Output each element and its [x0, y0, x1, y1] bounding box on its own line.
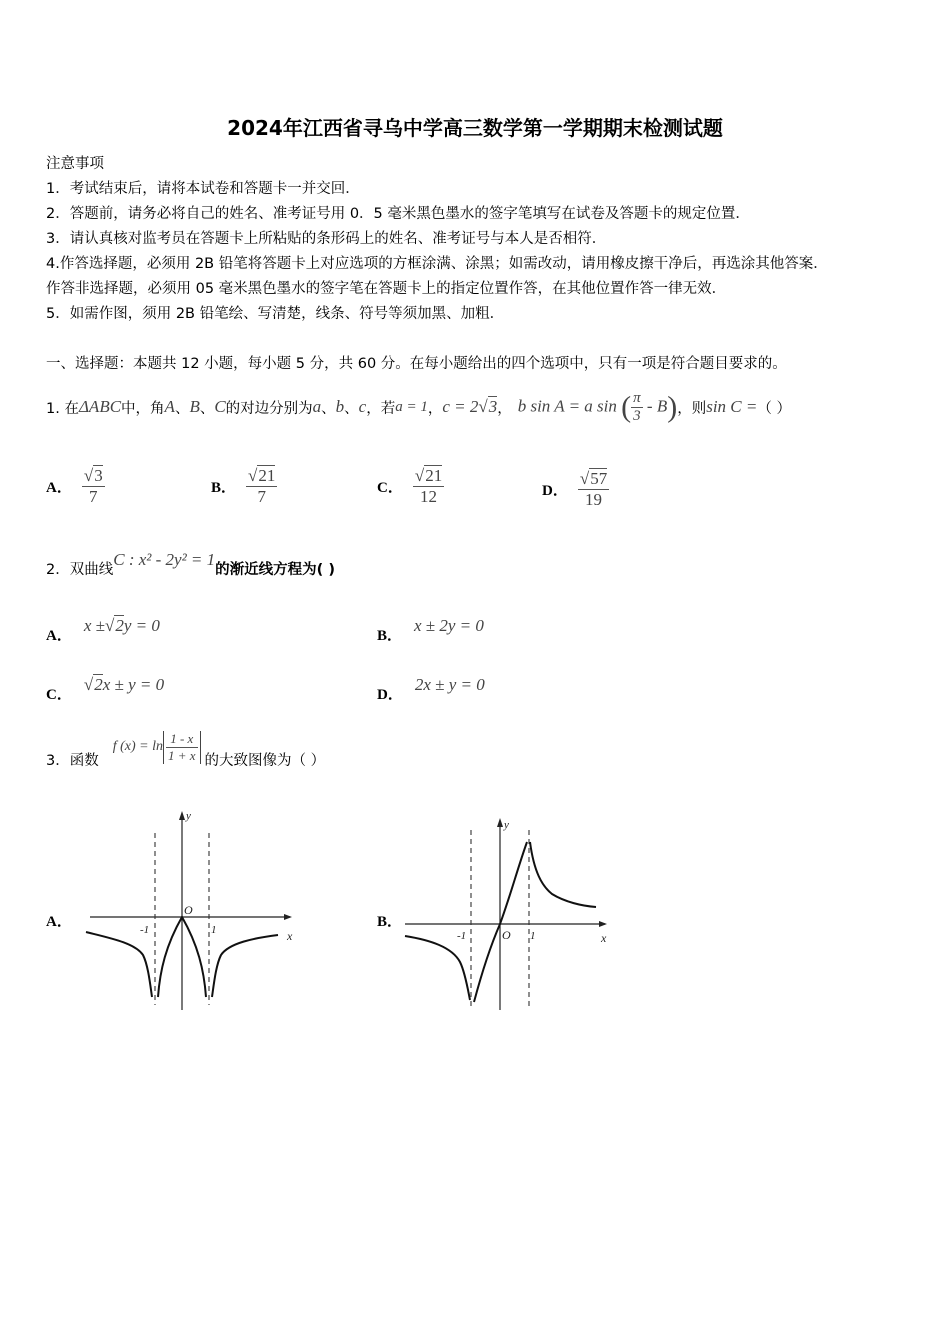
- q1-text: ，则: [677, 400, 707, 417]
- q2-text: 2．双曲线: [46, 561, 114, 578]
- option-label: C．: [46, 686, 72, 703]
- q3-graph-a[interactable]: [80, 805, 305, 1015]
- q1-text: 1. 在: [46, 400, 79, 417]
- q3-text: 的大致图像为（ ）: [204, 752, 326, 769]
- graph-a-pos1-label: 1: [211, 924, 217, 936]
- page-title: 2024年江西省寻乌中学高三数学第一学期期末检测试题: [227, 116, 723, 140]
- q2-curve: C : x² - 2y² = 1: [113, 550, 216, 569]
- notice-item: 5．如需作图，须用 2B 铅笔绘、写清楚，线条、符号等须加黑、加粗．: [46, 306, 505, 322]
- option-label: A．: [46, 627, 72, 644]
- q1-pi: π: [633, 389, 641, 406]
- q1-side-b: b: [335, 397, 345, 416]
- q3-numerator: 1 - x: [166, 731, 198, 748]
- q1-option-b[interactable]: B． $\frac{√21}{7}$: [211, 465, 276, 506]
- option-prefix: x ±: [83, 616, 105, 635]
- q1-side-c: c: [358, 397, 367, 416]
- q1-text: 中，角: [121, 400, 165, 417]
- q1-angle-b: B: [189, 397, 200, 416]
- q1-text: ，若: [366, 400, 396, 417]
- graph-a-y-label: y: [186, 810, 191, 822]
- q1-condition-c: c = 2√3: [442, 397, 498, 416]
- graph-b-neg1-label: -1: [457, 930, 467, 942]
- option-numerator: 21: [258, 465, 276, 485]
- q1-sep: 、: [199, 400, 215, 417]
- q2-option-d[interactable]: [377, 667, 485, 703]
- graph-a-neg1-label: -1: [140, 924, 150, 936]
- q1-comma: ，: [497, 400, 512, 417]
- graph-a-x-label: x: [287, 929, 293, 943]
- q2-option-c[interactable]: C． √2x ± y = 0: [46, 675, 165, 703]
- option-text: 2x ± y = 0: [414, 675, 485, 694]
- option-radicand: 2: [94, 675, 103, 694]
- notice-item: 2．答题前，请务必将自己的姓名、准考证号用 0．5 毫米黑色墨水的签字笔填写在试卷及答题卡的规定位置．: [46, 206, 750, 222]
- option-label: B．: [211, 479, 237, 496]
- q1-condition-a: a = 1: [395, 398, 428, 415]
- q1-minus-b: - B: [642, 395, 668, 415]
- q1-condition-c-lhs: c = 2: [442, 397, 479, 416]
- option-label: C．: [377, 479, 403, 496]
- q1-equation: b sin A = a sin ( $\frac{\pi}{3}$ - B): [517, 389, 678, 424]
- option-suffix: y = 0: [123, 616, 160, 635]
- question-1: [46, 383, 791, 431]
- option-denominator: 7: [257, 486, 266, 506]
- q1-sep: 、: [321, 400, 336, 417]
- option-denominator: 19: [585, 489, 603, 509]
- q1-sep: 、: [344, 400, 359, 417]
- graph-b-origin-label: O: [502, 928, 511, 942]
- q1-side-a: a: [312, 397, 322, 416]
- option-denominator: 12: [420, 486, 438, 506]
- graph-b-x-label: x: [601, 931, 607, 945]
- q1-sep: 、: [174, 400, 190, 417]
- q2-option-a[interactable]: A． x ±√2y = 0: [46, 616, 160, 644]
- option-suffix: x ± y = 0: [102, 675, 165, 694]
- q1-ask: sin C =: [706, 397, 758, 416]
- notice-item: 1．考试结束后，请将本试卷和答题卡一并交回．: [46, 181, 360, 197]
- q2-option-b[interactable]: [377, 608, 484, 644]
- q3-option-a-label[interactable]: A．: [46, 914, 72, 930]
- notice-item: 作答非选择题，必须用 05 毫米黑色墨水的签字笔在答题卡上的指定位置作答，在其他位置作答一律无效．: [46, 281, 727, 297]
- option-numerator: 57: [590, 468, 608, 488]
- option-label: B．: [377, 627, 403, 644]
- q1-option-a[interactable]: A． $\frac{√3}{7}$: [46, 465, 103, 506]
- option-label: D．: [377, 686, 403, 703]
- q1-three: 3: [633, 407, 641, 424]
- option-radicand: 2: [115, 616, 124, 635]
- q3-function-name: f (x) = ln: [112, 739, 163, 754]
- q1-condition-c-radicand: 3: [488, 397, 498, 416]
- q3-graph-b[interactable]: [400, 812, 615, 1017]
- q1-angle-c: C: [214, 397, 226, 416]
- notice-item: 4.作答选择题，必须用 2B 铅笔将答题卡上对应选项的方框涂满、涂黑；如需改动，请用橡皮擦干净后，再选涂其他答案．: [46, 256, 828, 272]
- graph-a-origin-label: O: [184, 903, 193, 917]
- q1-triangle: ΔABC: [78, 397, 122, 416]
- option-label: D．: [542, 482, 568, 499]
- option-label: A．: [46, 479, 72, 496]
- option-numerator: 21: [425, 465, 443, 485]
- section-heading: 一、选择题：本题共 12 小题，每小题 5 分，共 60 分。在每小题给出的四个选项中，只有一项是符合题目要求的。: [46, 356, 787, 372]
- question-2: [46, 550, 335, 586]
- q3-denominator: 1 + x: [168, 747, 196, 763]
- q1-blank: （ ）: [757, 400, 791, 417]
- option-denominator: 7: [89, 486, 98, 506]
- q3-option-b-label[interactable]: B．: [377, 914, 403, 930]
- q1-comma: ，: [427, 400, 443, 417]
- question-3: [46, 722, 325, 772]
- graph-b-pos1-label: 1: [530, 930, 536, 942]
- q1-angle-a: A: [164, 397, 175, 416]
- option-numerator: 3: [94, 465, 103, 485]
- notice-item: 3．请认真核对监考员在答题卡上所粘贴的条形码上的姓名、准考证号与本人是否相符．: [46, 231, 607, 247]
- q1-text: 的对边分别为: [225, 400, 313, 417]
- q3-text: 3．函数: [46, 752, 99, 769]
- q1-option-d[interactable]: D． $\frac{√57}{19}$: [542, 468, 608, 509]
- q1-option-c[interactable]: C． $\frac{√21}{12}$: [377, 465, 443, 506]
- option-text: x ± 2y = 0: [414, 616, 484, 635]
- q2-text: 的渐近线方程为( ): [215, 561, 335, 578]
- q1-equation-lhs: b sin A = a sin: [517, 395, 617, 415]
- notice-heading: 注意事项: [46, 156, 104, 172]
- graph-b-y-label: y: [504, 819, 509, 831]
